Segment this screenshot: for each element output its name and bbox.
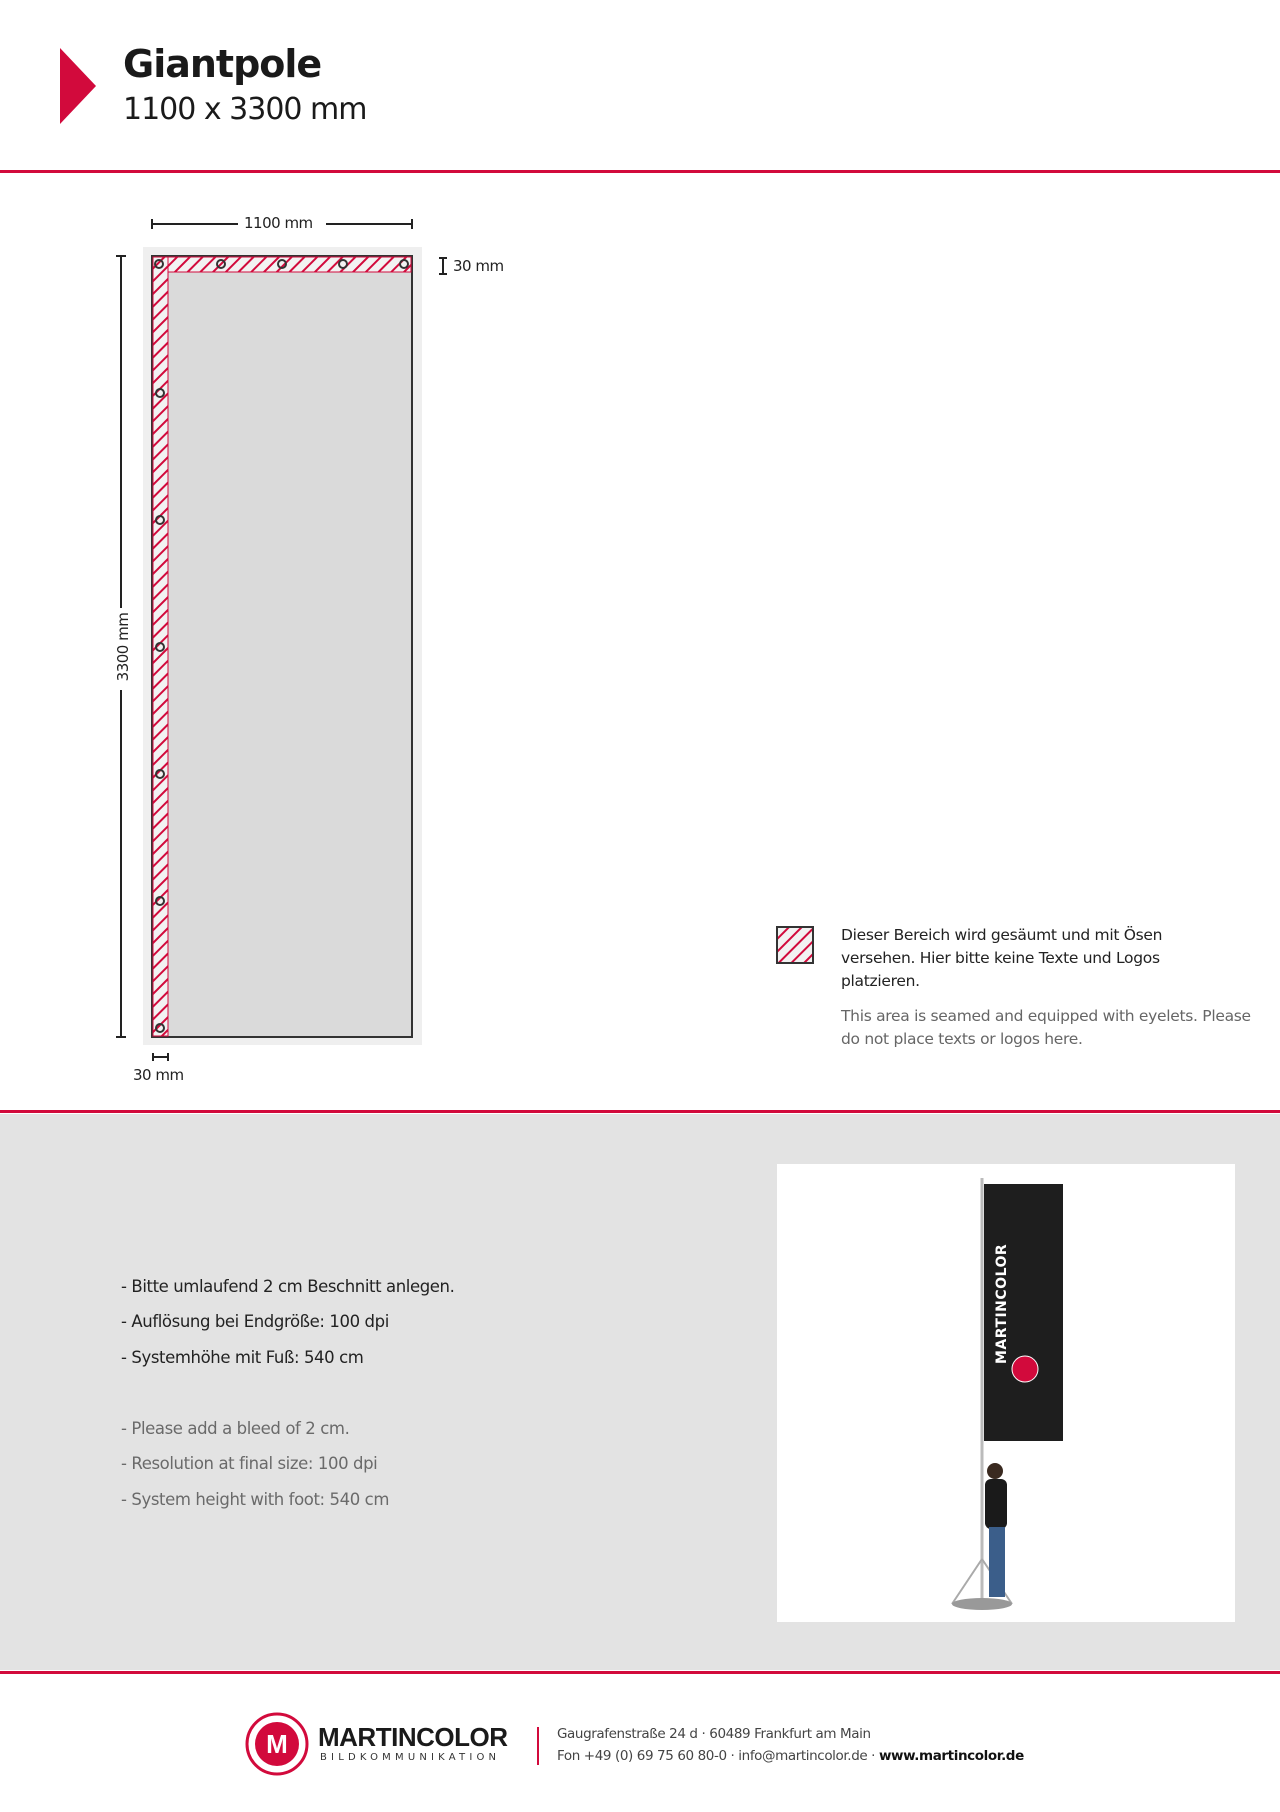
hem-top-label: 30 mm <box>453 257 504 275</box>
divider <box>0 1671 1280 1674</box>
legend-text-de: Dieser Bereich wird gesäumt und mit Ösen versehen. Hier bitte keine Texte und Logos platzieren. <box>841 926 1163 990</box>
note-de-2: - Auflösung bei Endgröße: 100 dpi <box>121 1312 389 1331</box>
banner-diagram <box>0 0 520 1100</box>
flag-brand-text: MARTINCOLOR <box>994 1243 1010 1364</box>
note-de-3: - Systemhöhe mit Fuß: 540 cm <box>121 1348 364 1367</box>
svg-text:M: M <box>266 1729 288 1759</box>
footer-contact: Fon +49 (0) 69 75 60 80-0 · info@martincolor.de · <box>557 1748 879 1764</box>
page-subtitle: 1100 x 3300 mm <box>123 92 367 127</box>
footer-address: Gaugrafenstraße 24 d · 60489 Frankfurt am Main <box>557 1726 871 1742</box>
footer-separator <box>537 1727 539 1765</box>
hatch-legend-icon <box>776 926 814 964</box>
footer-website-link[interactable]: www.martincolor.de <box>878 1748 1024 1764</box>
note-en-1: - Please add a bleed of 2 cm. <box>121 1419 350 1438</box>
footer-brand: MARTINCOLOR <box>318 1722 508 1752</box>
height-label: 3300 mm <box>114 612 132 682</box>
note-en-3: - System height with foot: 540 cm <box>121 1490 390 1509</box>
footer-tagline: BILDKOMMUNIKATION <box>320 1752 501 1763</box>
product-photo <box>777 1164 1235 1622</box>
martincolor-logo-icon <box>243 1711 311 1777</box>
legend-text-en: This area is seamed and equipped with eyelets. Please do not place texts or logos here. <box>841 1007 1251 1048</box>
width-label: 1100 mm <box>244 214 313 232</box>
footer-contact-line <box>557 1748 1024 1764</box>
divider <box>0 1110 1280 1113</box>
person <box>985 1463 1007 1597</box>
hem-side-label: 30 mm <box>133 1066 184 1084</box>
page-title: Giantpole <box>123 42 322 86</box>
banner-area <box>152 256 412 1037</box>
note-de-1: - Bitte umlaufend 2 cm Beschnitt anlegen. <box>121 1277 455 1296</box>
note-en-2: - Resolution at final size: 100 dpi <box>121 1454 378 1473</box>
